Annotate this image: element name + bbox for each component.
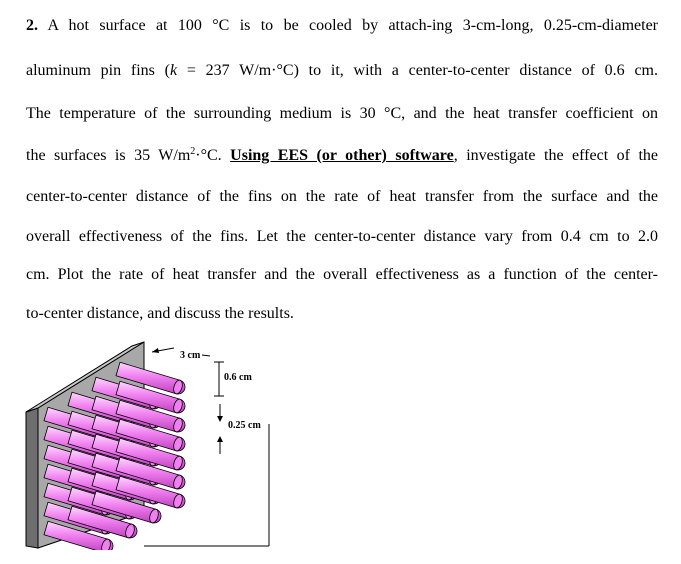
spacing-label: 0.6 cm xyxy=(224,372,252,383)
problem-text-4a: the surfaces is 35 W/m xyxy=(26,147,191,164)
problem-line-4 xyxy=(26,146,658,166)
problem-line-5 xyxy=(26,187,658,207)
pin-fin-diagram xyxy=(24,334,274,550)
problem-text-6: overall effectiveness of the fins. Let the center-to-center distance vary from 0.4 cm to 2.0 xyxy=(26,228,658,245)
symbol-k: k xyxy=(170,62,178,79)
problem-line-7 xyxy=(26,265,658,285)
length-dimension-tail xyxy=(202,355,210,356)
problem-line-8 xyxy=(26,304,294,324)
arrow-down-icon xyxy=(217,416,223,422)
problem-number: 2. xyxy=(26,17,38,34)
problem-text-3: The temperature of the surrounding medium is 30 °C, and the heat transfer coefficient on xyxy=(26,105,658,122)
problem-line-1 xyxy=(26,16,658,36)
problem-text-5: center-to-center distance of the fins on the rate of heat transfer from the surface and the xyxy=(26,188,658,205)
problem-line-2 xyxy=(26,61,658,81)
problem-line-6 xyxy=(26,227,658,247)
problem-text-8: to-center distance, and discuss the results. xyxy=(26,305,294,322)
problem-text-4c: , investigate the effect of the xyxy=(453,147,659,164)
problem-text-2a: aluminum pin fins ( xyxy=(26,62,170,79)
wall-edge xyxy=(26,408,38,548)
software-instruction: Using EES (or other) software xyxy=(230,147,454,164)
problem-line-3 xyxy=(26,104,658,124)
superscript-2: 2 xyxy=(190,146,196,157)
problem-text-7: cm. Plot the rate of heat transfer and the overall effectiveness as a function of the center- xyxy=(26,266,658,283)
problem-text-1: A hot surface at 100 °C is to be cooled by attach-ing 3-cm-long, 0.25-cm-diameter xyxy=(47,17,658,34)
diameter-label: 0.25 cm xyxy=(228,420,261,431)
problem-text-4b: ·°C. xyxy=(195,147,231,164)
length-label: 3 cm xyxy=(180,350,201,361)
problem-text-2b: = 237 W/m·°C) to it, with a center-to-center distance of 0.6 cm. xyxy=(177,62,659,79)
arrow-up-icon xyxy=(217,436,223,442)
pin-fin-figure xyxy=(24,334,274,550)
